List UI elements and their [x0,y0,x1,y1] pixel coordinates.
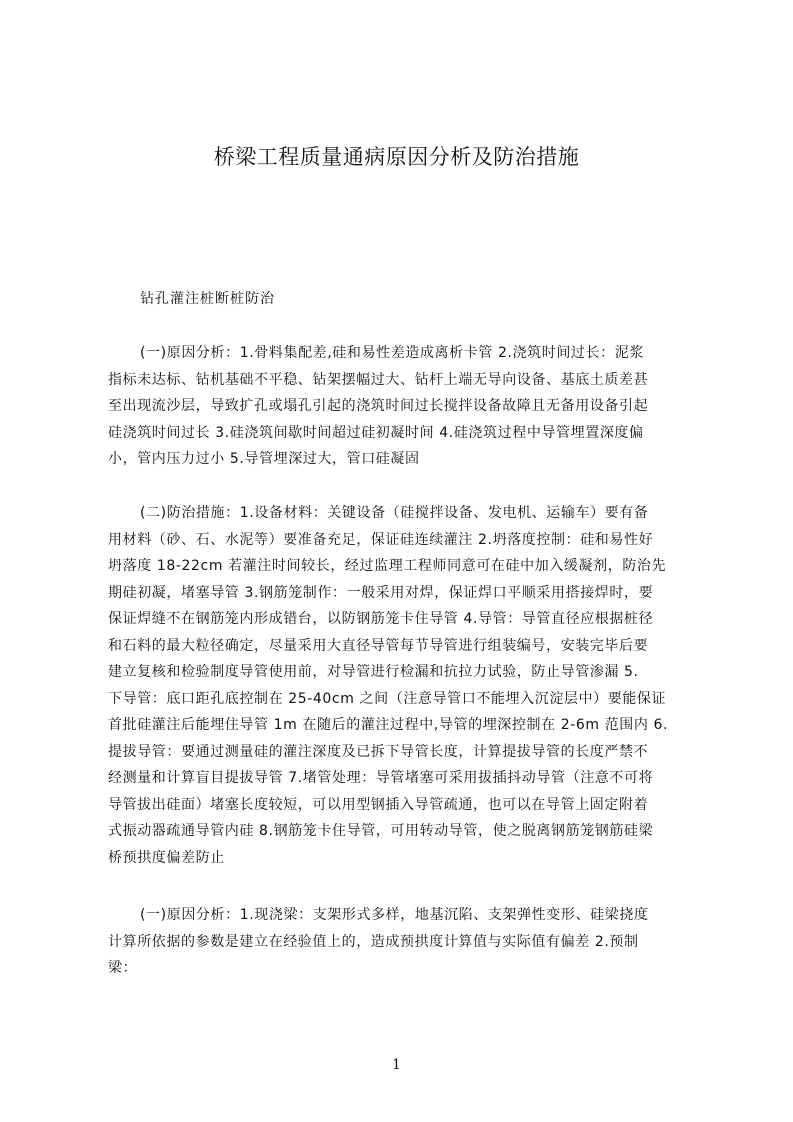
paragraph-line: (一)原因分析：1.骨料集配差,硅和易性差造成离析卡管 2.浇筑时间过长：泥浆 [140,345,644,361]
paragraph-line: (二)防治措施：1.设备材料：关键设备（硅搅拌设备、发电机、运输车）要有备 [140,505,649,521]
paragraph-line: 期硅初凝，堵塞导管 3.钢筋笼制作：一般采用对焊，保证焊口平顺采用搭接焊时，要 [108,584,654,601]
paragraph-line: 小，管内压力过小 5.导管埋深过大，管口硅凝固 [108,451,420,467]
paragraph-cause-analysis-2 [108,902,699,982]
paragraph-line: (一)原因分析：1.现浇梁：支架形式多样，地基沉陷、支架弹性变形、硅梁挠度 [140,907,649,923]
page-title: 桥梁工程质量通病原因分析及防治措施 [213,145,580,169]
paragraph-line: 至出现流沙层，导致扩孔或塌孔引起的浇筑时间过长搅拌设备故障且无备用设备引起 [108,398,649,414]
paragraph-line: 梁： [108,960,138,976]
paragraph-line: 桥预拱度偏差防止 [108,849,225,866]
paragraph-prevention-measures [108,500,699,871]
paragraph-line: 经测量和计算盲目提拔导管 7.堵管处理：导管堵塞可采用拔插抖动导管（注意不可将 [108,770,654,786]
paragraph-line: 硅浇筑时间过长 3.硅浇筑间歇时间超过硅初凝时间 4.硅浇筑过程中导管埋置深度偏 [108,424,644,441]
paragraph-line: 计算所依据的参数是建立在经验值上的，造成预拱度计算值与实际值有偏差 2.预制 [108,933,639,950]
paragraph-line: 导管拔出硅面）堵塞长度较短，可以用型钢插入导管疏通，也可以在导管上固定附着 [108,796,649,813]
paragraph-cause-analysis-1 [108,340,699,473]
page-number: 1 [392,1057,401,1073]
paragraph-line: 用材料（砂、石、水泥等）要准备充足，保证硅连续灌注 2.坍落度控制：硅和易性好 [108,531,654,548]
paragraph-line: 式振动器疏通导管内硅 8.钢筋笼卡住导管，可用转动导管，使之脱离钢筋笼钢筋硅梁 [108,823,654,839]
paragraph-line: 提拔导管：要通过测量硅的灌注深度及已拆下导管长度，计算提拔导管的长度严禁不 [108,743,649,760]
paragraph-line: 坍落度 18-22cm 若灌注时间较长，经过监理工程师同意可在硅中加入缓凝剂，防治先 [108,558,667,574]
paragraph-line: 指标未达标、钻机基础不平稳、钻架摆幅过大、钻杆上端无导向设备、基底土质差甚 [108,371,649,388]
paragraph-line: 首批硅灌注后能埋住导管 1m 在随后的灌注过程中,导管的埋深控制在 2-6m 范围内 6. [108,717,669,733]
paragraph-line: 建立复核和检验制度导管使用前，对导管进行检漏和抗拉力试验，防止导管渗漏 5. [108,664,639,680]
paragraph-line: 保证焊缝不在钢筋笼内形成错台，以防钢筋笼卡住导管 4.导管：导管直径应根据桩径 [108,611,654,627]
paragraph-line: 下导管：底口距孔底控制在 25-40cm 之间（注意导管口不能埋入沉淀层中）要能保证 [108,690,667,707]
paragraph-line: 和石料的最大粒径确定，尽量采用大直径导管每节导管进行组装编号，安装完毕后要 [108,637,649,654]
section-heading: 钻孔灌注桩断桩防治 [140,291,275,307]
